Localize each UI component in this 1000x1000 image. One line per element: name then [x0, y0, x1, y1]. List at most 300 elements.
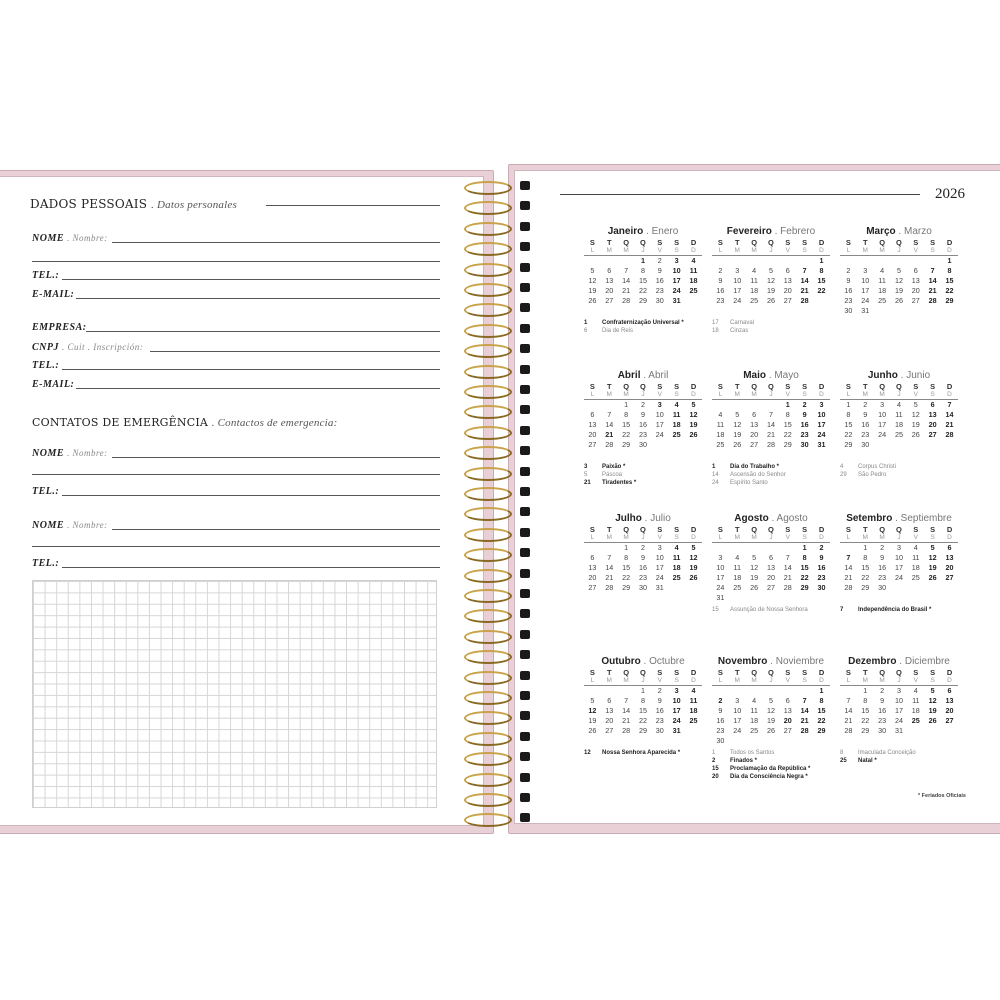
day-cell[interactable]: 5: [735, 410, 740, 419]
day-cell[interactable]: 4: [896, 400, 901, 409]
day-cell[interactable]: 3: [657, 543, 662, 552]
day-cell[interactable]: 20: [945, 563, 954, 572]
day-cell[interactable]: 26: [928, 716, 937, 725]
day-cell[interactable]: 11: [716, 420, 725, 429]
day-cell[interactable]: 20: [766, 573, 775, 582]
day-cell[interactable]: 18: [878, 286, 887, 295]
day-cell[interactable]: 21: [622, 716, 631, 725]
day-cell[interactable]: 11: [733, 563, 741, 572]
day-cell[interactable]: 17: [894, 706, 903, 715]
day-cell[interactable]: 27: [783, 726, 792, 735]
day-cell[interactable]: 28: [800, 726, 809, 735]
day-cell[interactable]: 17: [861, 286, 870, 295]
day-cell[interactable]: 20: [783, 716, 792, 725]
day-cell[interactable]: 20: [783, 286, 792, 295]
day-cell[interactable]: 26: [689, 430, 698, 439]
day-cell[interactable]: 16: [655, 276, 664, 285]
day-cell[interactable]: 29: [844, 440, 853, 449]
day-cell[interactable]: 7: [930, 266, 935, 275]
day-cell[interactable]: 1: [947, 256, 952, 265]
day-cell[interactable]: 16: [817, 563, 826, 572]
day-cell[interactable]: 27: [911, 296, 920, 305]
day-cell[interactable]: 5: [768, 266, 773, 275]
email2-field[interactable]: [76, 388, 440, 389]
day-cell[interactable]: 10: [733, 706, 742, 715]
day-cell[interactable]: 19: [928, 563, 937, 572]
day-cell[interactable]: 11: [672, 553, 681, 562]
day-cell[interactable]: 11: [689, 266, 698, 275]
nome-field[interactable]: [112, 242, 440, 243]
day-cell[interactable]: 30: [878, 726, 887, 735]
day-cell[interactable]: 24: [894, 716, 903, 725]
day-cell[interactable]: 5: [590, 266, 595, 275]
day-cell[interactable]: 16: [716, 286, 725, 295]
day-cell[interactable]: 26: [928, 573, 937, 582]
day-cell[interactable]: 19: [588, 716, 597, 725]
day-cell[interactable]: 21: [844, 573, 853, 582]
day-cell[interactable]: 21: [800, 716, 809, 725]
day-cell[interactable]: 11: [750, 276, 758, 285]
day-cell[interactable]: 30: [844, 306, 853, 315]
day-cell[interactable]: 25: [911, 716, 920, 725]
day-cell[interactable]: 2: [880, 686, 885, 695]
day-cell[interactable]: 10: [716, 563, 725, 572]
day-cell[interactable]: 28: [622, 296, 631, 305]
day-cell[interactable]: 22: [783, 430, 792, 439]
day-cell[interactable]: 11: [912, 553, 920, 562]
day-cell[interactable]: 13: [605, 276, 614, 285]
day-cell[interactable]: 18: [750, 286, 759, 295]
day-cell[interactable]: 13: [945, 553, 954, 562]
day-cell[interactable]: 24: [733, 726, 742, 735]
day-cell[interactable]: 23: [716, 296, 725, 305]
day-cell[interactable]: 10: [672, 696, 681, 705]
day-cell[interactable]: 22: [638, 286, 647, 295]
day-cell[interactable]: 7: [607, 410, 612, 419]
day-cell[interactable]: 2: [802, 400, 807, 409]
day-cell[interactable]: 23: [878, 716, 887, 725]
day-cell[interactable]: 13: [588, 563, 597, 572]
day-cell[interactable]: 7: [846, 553, 851, 562]
day-cell[interactable]: 9: [640, 410, 645, 419]
day-cell[interactable]: 31: [817, 440, 826, 449]
day-cell[interactable]: 21: [622, 286, 631, 295]
day-cell[interactable]: 13: [750, 420, 759, 429]
nome-field-line2[interactable]: [32, 261, 440, 262]
day-cell[interactable]: 22: [945, 286, 954, 295]
day-cell[interactable]: 18: [911, 706, 920, 715]
day-cell[interactable]: 9: [718, 276, 723, 285]
day-cell[interactable]: 17: [733, 716, 742, 725]
day-cell[interactable]: 24: [655, 573, 664, 582]
day-cell[interactable]: 16: [655, 706, 664, 715]
day-cell[interactable]: 6: [785, 696, 790, 705]
day-cell[interactable]: 31: [894, 726, 903, 735]
day-cell[interactable]: 6: [768, 553, 773, 562]
day-cell[interactable]: 17: [817, 420, 826, 429]
day-cell[interactable]: 9: [657, 266, 662, 275]
day-cell[interactable]: 22: [622, 573, 631, 582]
day-cell[interactable]: 19: [911, 420, 920, 429]
day-cell[interactable]: 29: [817, 726, 826, 735]
day-cell[interactable]: 26: [588, 726, 597, 735]
day-cell[interactable]: 2: [640, 543, 645, 552]
day-cell[interactable]: 9: [863, 410, 868, 419]
day-cell[interactable]: 4: [752, 266, 757, 275]
day-cell[interactable]: 22: [817, 286, 826, 295]
day-cell[interactable]: 27: [783, 296, 792, 305]
day-cell[interactable]: 12: [766, 706, 775, 715]
day-cell[interactable]: 31: [861, 306, 870, 315]
day-cell[interactable]: 19: [588, 286, 597, 295]
day-cell[interactable]: 4: [691, 686, 696, 695]
day-cell[interactable]: 17: [878, 420, 887, 429]
day-cell[interactable]: 10: [655, 410, 664, 419]
day-cell[interactable]: 13: [911, 276, 920, 285]
day-cell[interactable]: 17: [655, 563, 664, 572]
day-cell[interactable]: 13: [945, 696, 954, 705]
day-cell[interactable]: 23: [655, 716, 664, 725]
day-cell[interactable]: 1: [640, 686, 645, 695]
day-cell[interactable]: 25: [689, 716, 698, 725]
day-cell[interactable]: 12: [750, 563, 759, 572]
day-cell[interactable]: 2: [718, 696, 723, 705]
day-cell[interactable]: 8: [802, 553, 807, 562]
day-cell[interactable]: 15: [638, 276, 647, 285]
tel3-field[interactable]: [62, 495, 440, 496]
day-cell[interactable]: 8: [863, 553, 868, 562]
day-cell[interactable]: 5: [930, 686, 935, 695]
day-cell[interactable]: 6: [785, 266, 790, 275]
day-cell[interactable]: 8: [819, 696, 824, 705]
day-cell[interactable]: 30: [655, 296, 664, 305]
day-cell[interactable]: 7: [802, 266, 807, 275]
day-cell[interactable]: 2: [718, 266, 723, 275]
day-cell[interactable]: 15: [861, 706, 870, 715]
day-cell[interactable]: 4: [674, 543, 679, 552]
day-cell[interactable]: 23: [716, 726, 725, 735]
day-cell[interactable]: 30: [638, 440, 647, 449]
day-cell[interactable]: 8: [846, 410, 851, 419]
day-cell[interactable]: 14: [945, 410, 954, 419]
day-cell[interactable]: 19: [689, 563, 698, 572]
day-cell[interactable]: 6: [913, 266, 918, 275]
day-cell[interactable]: 29: [783, 440, 792, 449]
day-cell[interactable]: 22: [817, 716, 826, 725]
nome3-field-line2[interactable]: [32, 546, 440, 547]
notes-grid[interactable]: [32, 580, 437, 808]
day-cell[interactable]: 2: [863, 400, 868, 409]
day-cell[interactable]: 23: [638, 430, 647, 439]
day-cell[interactable]: 25: [911, 573, 920, 582]
day-cell[interactable]: 13: [588, 420, 597, 429]
nome3-field[interactable]: [112, 529, 440, 530]
day-cell[interactable]: 21: [928, 286, 937, 295]
day-cell[interactable]: 3: [896, 543, 901, 552]
day-cell[interactable]: 24: [733, 296, 742, 305]
day-cell[interactable]: 1: [863, 686, 868, 695]
day-cell[interactable]: 16: [716, 716, 725, 725]
day-cell[interactable]: 31: [672, 296, 681, 305]
day-cell[interactable]: 23: [638, 573, 647, 582]
day-cell[interactable]: 10: [655, 553, 664, 562]
day-cell[interactable]: 29: [638, 726, 647, 735]
day-cell[interactable]: 24: [672, 286, 681, 295]
day-cell[interactable]: 4: [752, 696, 757, 705]
day-cell[interactable]: 4: [735, 553, 740, 562]
day-cell[interactable]: 6: [590, 553, 595, 562]
day-cell[interactable]: 22: [844, 430, 853, 439]
day-cell[interactable]: 15: [783, 420, 792, 429]
day-cell[interactable]: 1: [785, 400, 790, 409]
day-cell[interactable]: 15: [861, 563, 870, 572]
day-cell[interactable]: 28: [844, 726, 853, 735]
day-cell[interactable]: 3: [735, 696, 740, 705]
day-cell[interactable]: 27: [750, 440, 759, 449]
day-cell[interactable]: 30: [638, 583, 647, 592]
day-cell[interactable]: 1: [624, 400, 629, 409]
day-cell[interactable]: 24: [894, 573, 903, 582]
day-cell[interactable]: 12: [733, 420, 742, 429]
day-cell[interactable]: 3: [674, 256, 679, 265]
day-cell[interactable]: 26: [766, 296, 775, 305]
day-cell[interactable]: 13: [605, 706, 614, 715]
day-cell[interactable]: 8: [819, 266, 824, 275]
day-cell[interactable]: 7: [846, 696, 851, 705]
day-cell[interactable]: 15: [800, 563, 809, 572]
day-cell[interactable]: 20: [605, 286, 614, 295]
day-cell[interactable]: 23: [655, 286, 664, 295]
day-cell[interactable]: 15: [817, 276, 826, 285]
day-cell[interactable]: 5: [590, 696, 595, 705]
day-cell[interactable]: 24: [817, 430, 826, 439]
day-cell[interactable]: 4: [718, 410, 723, 419]
day-cell[interactable]: 5: [896, 266, 901, 275]
day-cell[interactable]: 25: [716, 440, 725, 449]
day-cell[interactable]: 7: [947, 400, 952, 409]
day-cell[interactable]: 1: [640, 256, 645, 265]
day-cell[interactable]: 31: [672, 726, 681, 735]
day-cell[interactable]: 30: [878, 583, 887, 592]
day-cell[interactable]: 11: [878, 276, 886, 285]
day-cell[interactable]: 11: [895, 410, 903, 419]
day-cell[interactable]: 12: [928, 696, 937, 705]
day-cell[interactable]: 7: [768, 410, 773, 419]
day-cell[interactable]: 16: [844, 286, 853, 295]
day-cell[interactable]: 16: [861, 420, 870, 429]
day-cell[interactable]: 22: [638, 716, 647, 725]
day-cell[interactable]: 10: [733, 276, 742, 285]
day-cell[interactable]: 3: [674, 686, 679, 695]
day-cell[interactable]: 4: [913, 686, 918, 695]
day-cell[interactable]: 28: [800, 296, 809, 305]
day-cell[interactable]: 12: [588, 706, 597, 715]
day-cell[interactable]: 28: [605, 440, 614, 449]
day-cell[interactable]: 22: [861, 716, 870, 725]
day-cell[interactable]: 28: [605, 583, 614, 592]
tel-field[interactable]: [62, 279, 440, 280]
day-cell[interactable]: 3: [863, 266, 868, 275]
day-cell[interactable]: 11: [750, 706, 758, 715]
day-cell[interactable]: 29: [861, 583, 870, 592]
day-cell[interactable]: 3: [657, 400, 662, 409]
day-cell[interactable]: 8: [785, 410, 790, 419]
day-cell[interactable]: 14: [605, 563, 614, 572]
day-cell[interactable]: 25: [894, 430, 903, 439]
day-cell[interactable]: 12: [911, 410, 920, 419]
day-cell[interactable]: 6: [607, 696, 612, 705]
day-cell[interactable]: 8: [947, 266, 952, 275]
cnpj-field[interactable]: [150, 351, 440, 352]
day-cell[interactable]: 26: [689, 573, 698, 582]
day-cell[interactable]: 1: [819, 686, 824, 695]
day-cell[interactable]: 22: [622, 430, 631, 439]
day-cell[interactable]: 27: [945, 573, 954, 582]
day-cell[interactable]: 5: [691, 400, 696, 409]
day-cell[interactable]: 30: [861, 440, 870, 449]
day-cell[interactable]: 26: [911, 430, 920, 439]
day-cell[interactable]: 10: [817, 410, 826, 419]
day-cell[interactable]: 25: [672, 573, 681, 582]
day-cell[interactable]: 25: [672, 430, 681, 439]
day-cell[interactable]: 11: [689, 696, 698, 705]
day-cell[interactable]: 12: [766, 276, 775, 285]
day-cell[interactable]: 18: [672, 563, 681, 572]
day-cell[interactable]: 29: [945, 296, 954, 305]
day-cell[interactable]: 1: [802, 543, 807, 552]
day-cell[interactable]: 28: [844, 583, 853, 592]
day-cell[interactable]: 3: [735, 266, 740, 275]
day-cell[interactable]: 22: [800, 573, 809, 582]
day-cell[interactable]: 6: [752, 410, 757, 419]
day-cell[interactable]: 16: [638, 420, 647, 429]
day-cell[interactable]: 21: [605, 573, 614, 582]
day-cell[interactable]: 27: [605, 296, 614, 305]
day-cell[interactable]: 2: [657, 256, 662, 265]
day-cell[interactable]: 26: [750, 583, 759, 592]
day-cell[interactable]: 25: [878, 296, 887, 305]
day-cell[interactable]: 20: [588, 573, 597, 582]
day-cell[interactable]: 27: [928, 430, 937, 439]
day-cell[interactable]: 9: [846, 276, 851, 285]
day-cell[interactable]: 19: [928, 706, 937, 715]
day-cell[interactable]: 18: [733, 573, 742, 582]
day-cell[interactable]: 13: [783, 276, 792, 285]
day-cell[interactable]: 8: [624, 410, 629, 419]
day-cell[interactable]: 15: [622, 420, 631, 429]
day-cell[interactable]: 20: [605, 716, 614, 725]
day-cell[interactable]: 9: [640, 553, 645, 562]
day-cell[interactable]: 5: [913, 400, 918, 409]
day-cell[interactable]: 23: [817, 573, 826, 582]
day-cell[interactable]: 1: [863, 543, 868, 552]
day-cell[interactable]: 20: [928, 420, 937, 429]
day-cell[interactable]: 19: [766, 286, 775, 295]
day-cell[interactable]: 10: [672, 266, 681, 275]
day-cell[interactable]: 10: [878, 410, 887, 419]
day-cell[interactable]: 8: [640, 266, 645, 275]
day-cell[interactable]: 29: [800, 583, 809, 592]
day-cell[interactable]: 26: [894, 296, 903, 305]
day-cell[interactable]: 12: [689, 410, 698, 419]
day-cell[interactable]: 19: [766, 716, 775, 725]
day-cell[interactable]: 28: [945, 430, 954, 439]
day-cell[interactable]: 14: [800, 706, 809, 715]
day-cell[interactable]: 30: [716, 736, 725, 745]
day-cell[interactable]: 25: [750, 296, 759, 305]
day-cell[interactable]: 28: [928, 296, 937, 305]
day-cell[interactable]: 23: [861, 430, 870, 439]
day-cell[interactable]: 28: [783, 583, 792, 592]
day-cell[interactable]: 6: [590, 410, 595, 419]
day-cell[interactable]: 26: [766, 726, 775, 735]
day-cell[interactable]: 3: [718, 553, 723, 562]
day-cell[interactable]: 4: [880, 266, 885, 275]
day-cell[interactable]: 17: [733, 286, 742, 295]
day-cell[interactable]: 12: [928, 553, 937, 562]
day-cell[interactable]: 9: [802, 410, 807, 419]
day-cell[interactable]: 9: [880, 696, 885, 705]
day-cell[interactable]: 5: [768, 696, 773, 705]
day-cell[interactable]: 28: [766, 440, 775, 449]
empresa-field[interactable]: [86, 331, 440, 332]
day-cell[interactable]: 12: [894, 276, 903, 285]
day-cell[interactable]: 7: [624, 266, 629, 275]
day-cell[interactable]: 20: [911, 286, 920, 295]
day-cell[interactable]: 21: [945, 420, 954, 429]
day-cell[interactable]: 21: [800, 286, 809, 295]
day-cell[interactable]: 16: [638, 563, 647, 572]
day-cell[interactable]: 2: [640, 400, 645, 409]
day-cell[interactable]: 14: [844, 563, 853, 572]
day-cell[interactable]: 18: [750, 716, 759, 725]
day-cell[interactable]: 14: [605, 420, 614, 429]
day-cell[interactable]: 21: [783, 573, 792, 582]
day-cell[interactable]: 20: [750, 430, 759, 439]
day-cell[interactable]: 18: [894, 420, 903, 429]
day-cell[interactable]: 31: [716, 593, 725, 602]
day-cell[interactable]: 25: [750, 726, 759, 735]
day-cell[interactable]: 8: [640, 696, 645, 705]
day-cell[interactable]: 16: [878, 706, 887, 715]
day-cell[interactable]: 27: [588, 440, 597, 449]
day-cell[interactable]: 3: [819, 400, 824, 409]
day-cell[interactable]: 10: [894, 553, 903, 562]
day-cell[interactable]: 29: [861, 726, 870, 735]
day-cell[interactable]: 10: [861, 276, 870, 285]
day-cell[interactable]: 27: [945, 716, 954, 725]
day-cell[interactable]: 13: [928, 410, 937, 419]
day-cell[interactable]: 7: [802, 696, 807, 705]
day-cell[interactable]: 8: [863, 696, 868, 705]
day-cell[interactable]: 9: [880, 553, 885, 562]
day-cell[interactable]: 2: [657, 686, 662, 695]
day-cell[interactable]: 19: [733, 430, 742, 439]
day-cell[interactable]: 11: [672, 410, 681, 419]
nome2-field-line2[interactable]: [32, 474, 440, 475]
day-cell[interactable]: 30: [655, 726, 664, 735]
day-cell[interactable]: 12: [689, 553, 698, 562]
day-cell[interactable]: 14: [844, 706, 853, 715]
day-cell[interactable]: 24: [716, 583, 725, 592]
day-cell[interactable]: 17: [894, 563, 903, 572]
day-cell[interactable]: 18: [672, 420, 681, 429]
day-cell[interactable]: 8: [624, 553, 629, 562]
day-cell[interactable]: 6: [947, 543, 952, 552]
day-cell[interactable]: 7: [624, 696, 629, 705]
day-cell[interactable]: 30: [817, 583, 826, 592]
day-cell[interactable]: 17: [655, 420, 664, 429]
